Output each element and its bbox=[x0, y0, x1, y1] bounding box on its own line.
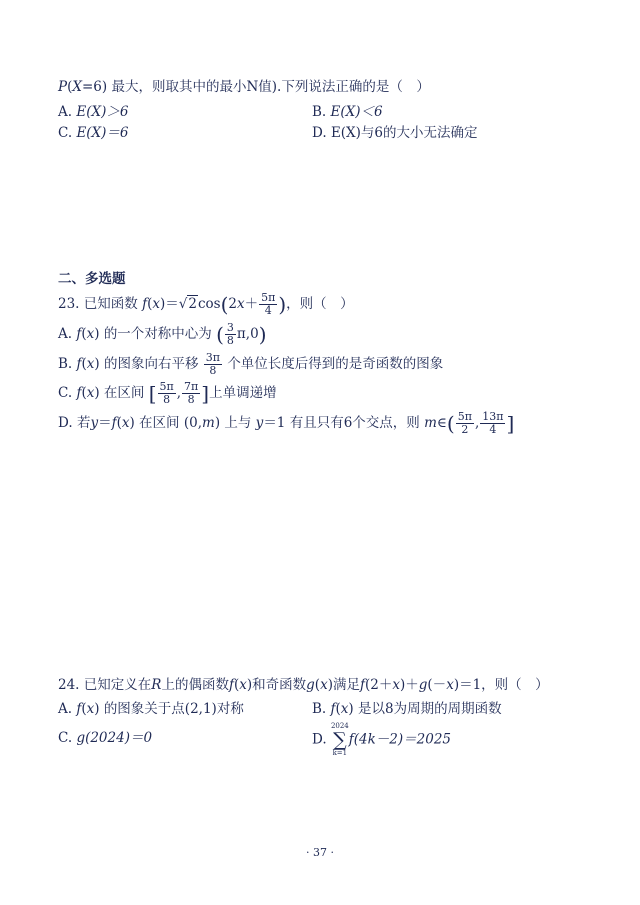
q24-option-b: B. f(x) 是以8为周期的周期函数 bbox=[312, 701, 502, 717]
q22-stem: P(X=6) 最大，则取其中的最小N值).下列说法正确的是（ ） bbox=[58, 79, 430, 95]
q22-option-c: C. E(X)＝6 bbox=[58, 125, 129, 141]
q22-option-a: A. E(X)＞6 bbox=[58, 104, 129, 120]
q22-option-d: D. E(X)与6的大小无法确定 bbox=[312, 125, 478, 141]
q23-option-a: A. f(x) 的一个对称中心为 ( $\frac{3}{8}$ π,0) bbox=[58, 321, 267, 347]
q24-option-c: C. g(2024)＝0 bbox=[58, 730, 153, 746]
q22-option-b: B. E(X)＜6 bbox=[312, 104, 383, 120]
q23-option-b: B. f(x) 的图象向右平移 $\frac{3\pi}{8}$ 个单位长度后得到的是奇函数的图象 bbox=[58, 351, 444, 377]
summation: 2024 ∑ k=1 bbox=[330, 722, 349, 757]
section-heading: 二、多选题 bbox=[58, 271, 126, 287]
q24-stem: 24. 已知定义在R上的偶函数f(x)和奇函数g(x)满足f(2＋x)＋g(－x)＝1，则（ ） bbox=[58, 677, 549, 693]
q23-option-c: C. f(x) 在区间 [ $\frac{5\pi}{8}$ , $\frac{7\pi}{8}$ ]上单调递增 bbox=[58, 380, 277, 406]
q24-option-d: D. 2024 ∑ k=1 f(4k－2)＝2025 bbox=[312, 722, 452, 757]
q24-option-a: A. f(x) 的图象关于点(2,1)对称 bbox=[58, 701, 244, 717]
q23-stem: 23. 已知函数 f(x)＝√2cos(2x＋ $\frac{5\pi}{4}$ )，则（ ） bbox=[58, 291, 354, 317]
page-number: · 37 · bbox=[306, 846, 334, 859]
q23-option-d: D. 若y＝f(x) 在区间 (0,m) 上与 y＝1 有且只有6个交点，则 m∈( $\frac{5\pi}{2}$ , $\frac{13\pi}{4}$ ] bbox=[58, 410, 515, 436]
